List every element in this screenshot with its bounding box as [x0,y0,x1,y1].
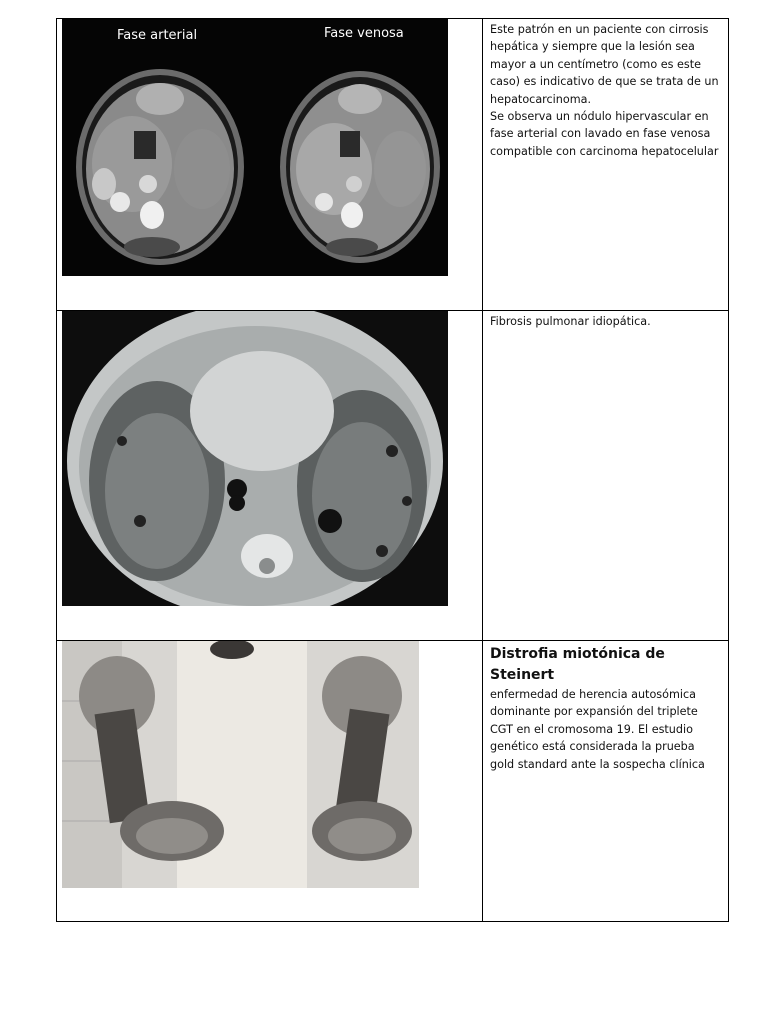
ct-lung-image [62,311,448,606]
ct-arterial-scan [76,69,244,265]
description-cell [483,19,729,311]
description-cell [483,641,729,922]
description-paragraph: Se observa un nódulo hipervascular en fase arterial con lavado en fase venosa compatible con carcinoma hepatocelular [490,110,719,158]
section-heading: Distrofia miotónica de Steinert [490,646,665,683]
figure-label-venous: Fase venosa [324,26,404,41]
image-cell [57,19,483,311]
content-table [56,18,729,922]
description-paragraph: Este patrón en un paciente con cirrosis hepática y siempre que la lesión sea mayor a un centímetro (como es este caso) es indicativo de que se trata de un hepatocarcinoma. [490,23,719,106]
table-row [57,641,729,922]
description-paragraph: enfermedad de herencia autosómica dominante por expansión del triplete CGT en el cromosoma 19. El estudio genético está considerada la prueba gold standard ante la sospecha clínica [490,688,705,771]
description-paragraph: Fibrosis pulmonar idiopática. [490,315,651,328]
table-row [57,311,729,641]
figure-label-arterial: Fase arterial [117,28,198,43]
ct-liver-image [62,19,448,276]
image-cell [57,641,483,922]
description-cell [483,311,729,641]
clinical-photo-hands [62,641,419,888]
ct-venous-scan [280,71,440,263]
table-row [57,19,729,311]
image-cell [57,311,483,641]
